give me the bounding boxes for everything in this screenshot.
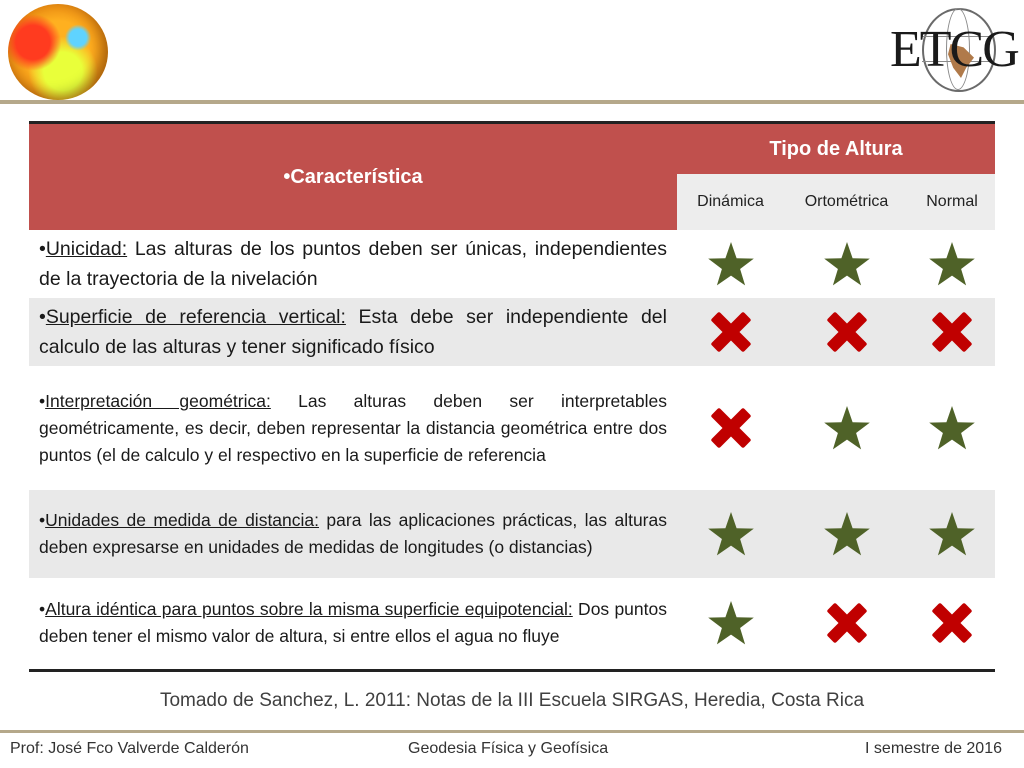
cross-icon bbox=[677, 298, 784, 366]
row-description: •Unidades de medida de distancia: para las aplicaciones prácticas, las alturas deben expresarse en unidades de medidas de longitudes (o distancias) bbox=[29, 490, 677, 578]
type-header: Tipo de Altura bbox=[677, 123, 995, 175]
star-icon bbox=[677, 230, 784, 298]
row-description: •Superficie de referencia vertical: Esta debe ser independiente del calculo de las alturas y tener significado físico bbox=[29, 298, 677, 366]
footer-term: I semestre de 2016 bbox=[865, 740, 1002, 757]
table-row bbox=[29, 490, 995, 578]
row-title: Interpretación geométrica: bbox=[45, 390, 271, 411]
table-row bbox=[29, 230, 995, 298]
column-header-ortometrica: Ortométrica bbox=[784, 174, 909, 230]
bottom-divider bbox=[0, 730, 1024, 733]
footer-author: Prof: José Fco Valverde Calderón bbox=[10, 740, 249, 757]
star-icon bbox=[909, 230, 995, 298]
cross-icon bbox=[677, 366, 784, 490]
characteristic-header: •Característica bbox=[29, 123, 677, 231]
cross-icon bbox=[909, 298, 995, 366]
table-row bbox=[29, 366, 995, 490]
table-row bbox=[29, 578, 995, 670]
star-icon bbox=[784, 230, 909, 298]
row-description: •Altura idéntica para puntos sobre la misma superficie equipotencial: Dos puntos deben tener el mismo valor de altura, si entre ellos el agua no fluye bbox=[29, 578, 677, 670]
row-text: para las aplicaciones prácticas, las alturas deben expresarse en unidades de medidas de longitudes (o distancias) bbox=[39, 510, 667, 557]
star-icon bbox=[784, 366, 909, 490]
row-description: •Unicidad: Las alturas de los puntos deben ser únicas, independientes de la trayectoria de la nivelación bbox=[39, 238, 667, 290]
star-icon bbox=[784, 490, 909, 578]
cross-icon bbox=[909, 578, 995, 670]
logo-text: ETCG bbox=[890, 21, 1018, 78]
top-divider bbox=[0, 100, 1024, 104]
row-text: Esta debe ser independiente del calculo de las alturas y tener significado físico bbox=[39, 306, 667, 358]
source-citation: Tomado de Sanchez, L. 2011: Notas de la III Escuela SIRGAS, Heredia, Costa Rica bbox=[159, 690, 865, 711]
table-row bbox=[29, 298, 995, 366]
column-header-dinamica: Dinámica bbox=[677, 174, 784, 230]
footer-course: Geodesia Física y Geofísica bbox=[408, 740, 609, 757]
cross-icon bbox=[784, 298, 909, 366]
star-icon bbox=[677, 578, 784, 670]
column-header-normal: Normal bbox=[909, 174, 995, 230]
row-title: Altura idéntica para puntos sobre la misma superficie equipotencial: bbox=[45, 599, 573, 620]
star-icon bbox=[677, 490, 784, 578]
row-text: Dos puntos deben tener el mismo valor de altura, si entre ellos el agua no fluye bbox=[39, 599, 667, 647]
height-types-table bbox=[29, 121, 995, 672]
row-title: Unicidad: bbox=[45, 238, 128, 260]
star-icon bbox=[909, 490, 995, 578]
row-text: Las alturas de los puntos deben ser únicas, independientes de la trayectoria de la nivelación bbox=[39, 238, 667, 290]
row-text: Las alturas deben ser interpretables geométricamente, es decir, deben representar la distancia geométrica entre dos puntos (el de calculo y el respectivo en la superficie de referencia bbox=[39, 390, 667, 465]
etcg-logo bbox=[888, 6, 1020, 92]
geoid-image bbox=[8, 4, 108, 100]
cross-icon bbox=[784, 578, 909, 670]
row-description: •Interpretación geométrica: Las alturas deben ser interpretables geométricamente, es decir, deben representar la distancia geométrica entre dos puntos (el de calculo y el respectivo en la superficie de referencia bbox=[39, 390, 667, 465]
row-title: Unidades de medida de distancia: bbox=[45, 510, 319, 530]
row-title: Superficie de referencia vertical: bbox=[45, 306, 346, 328]
star-icon bbox=[909, 366, 995, 490]
